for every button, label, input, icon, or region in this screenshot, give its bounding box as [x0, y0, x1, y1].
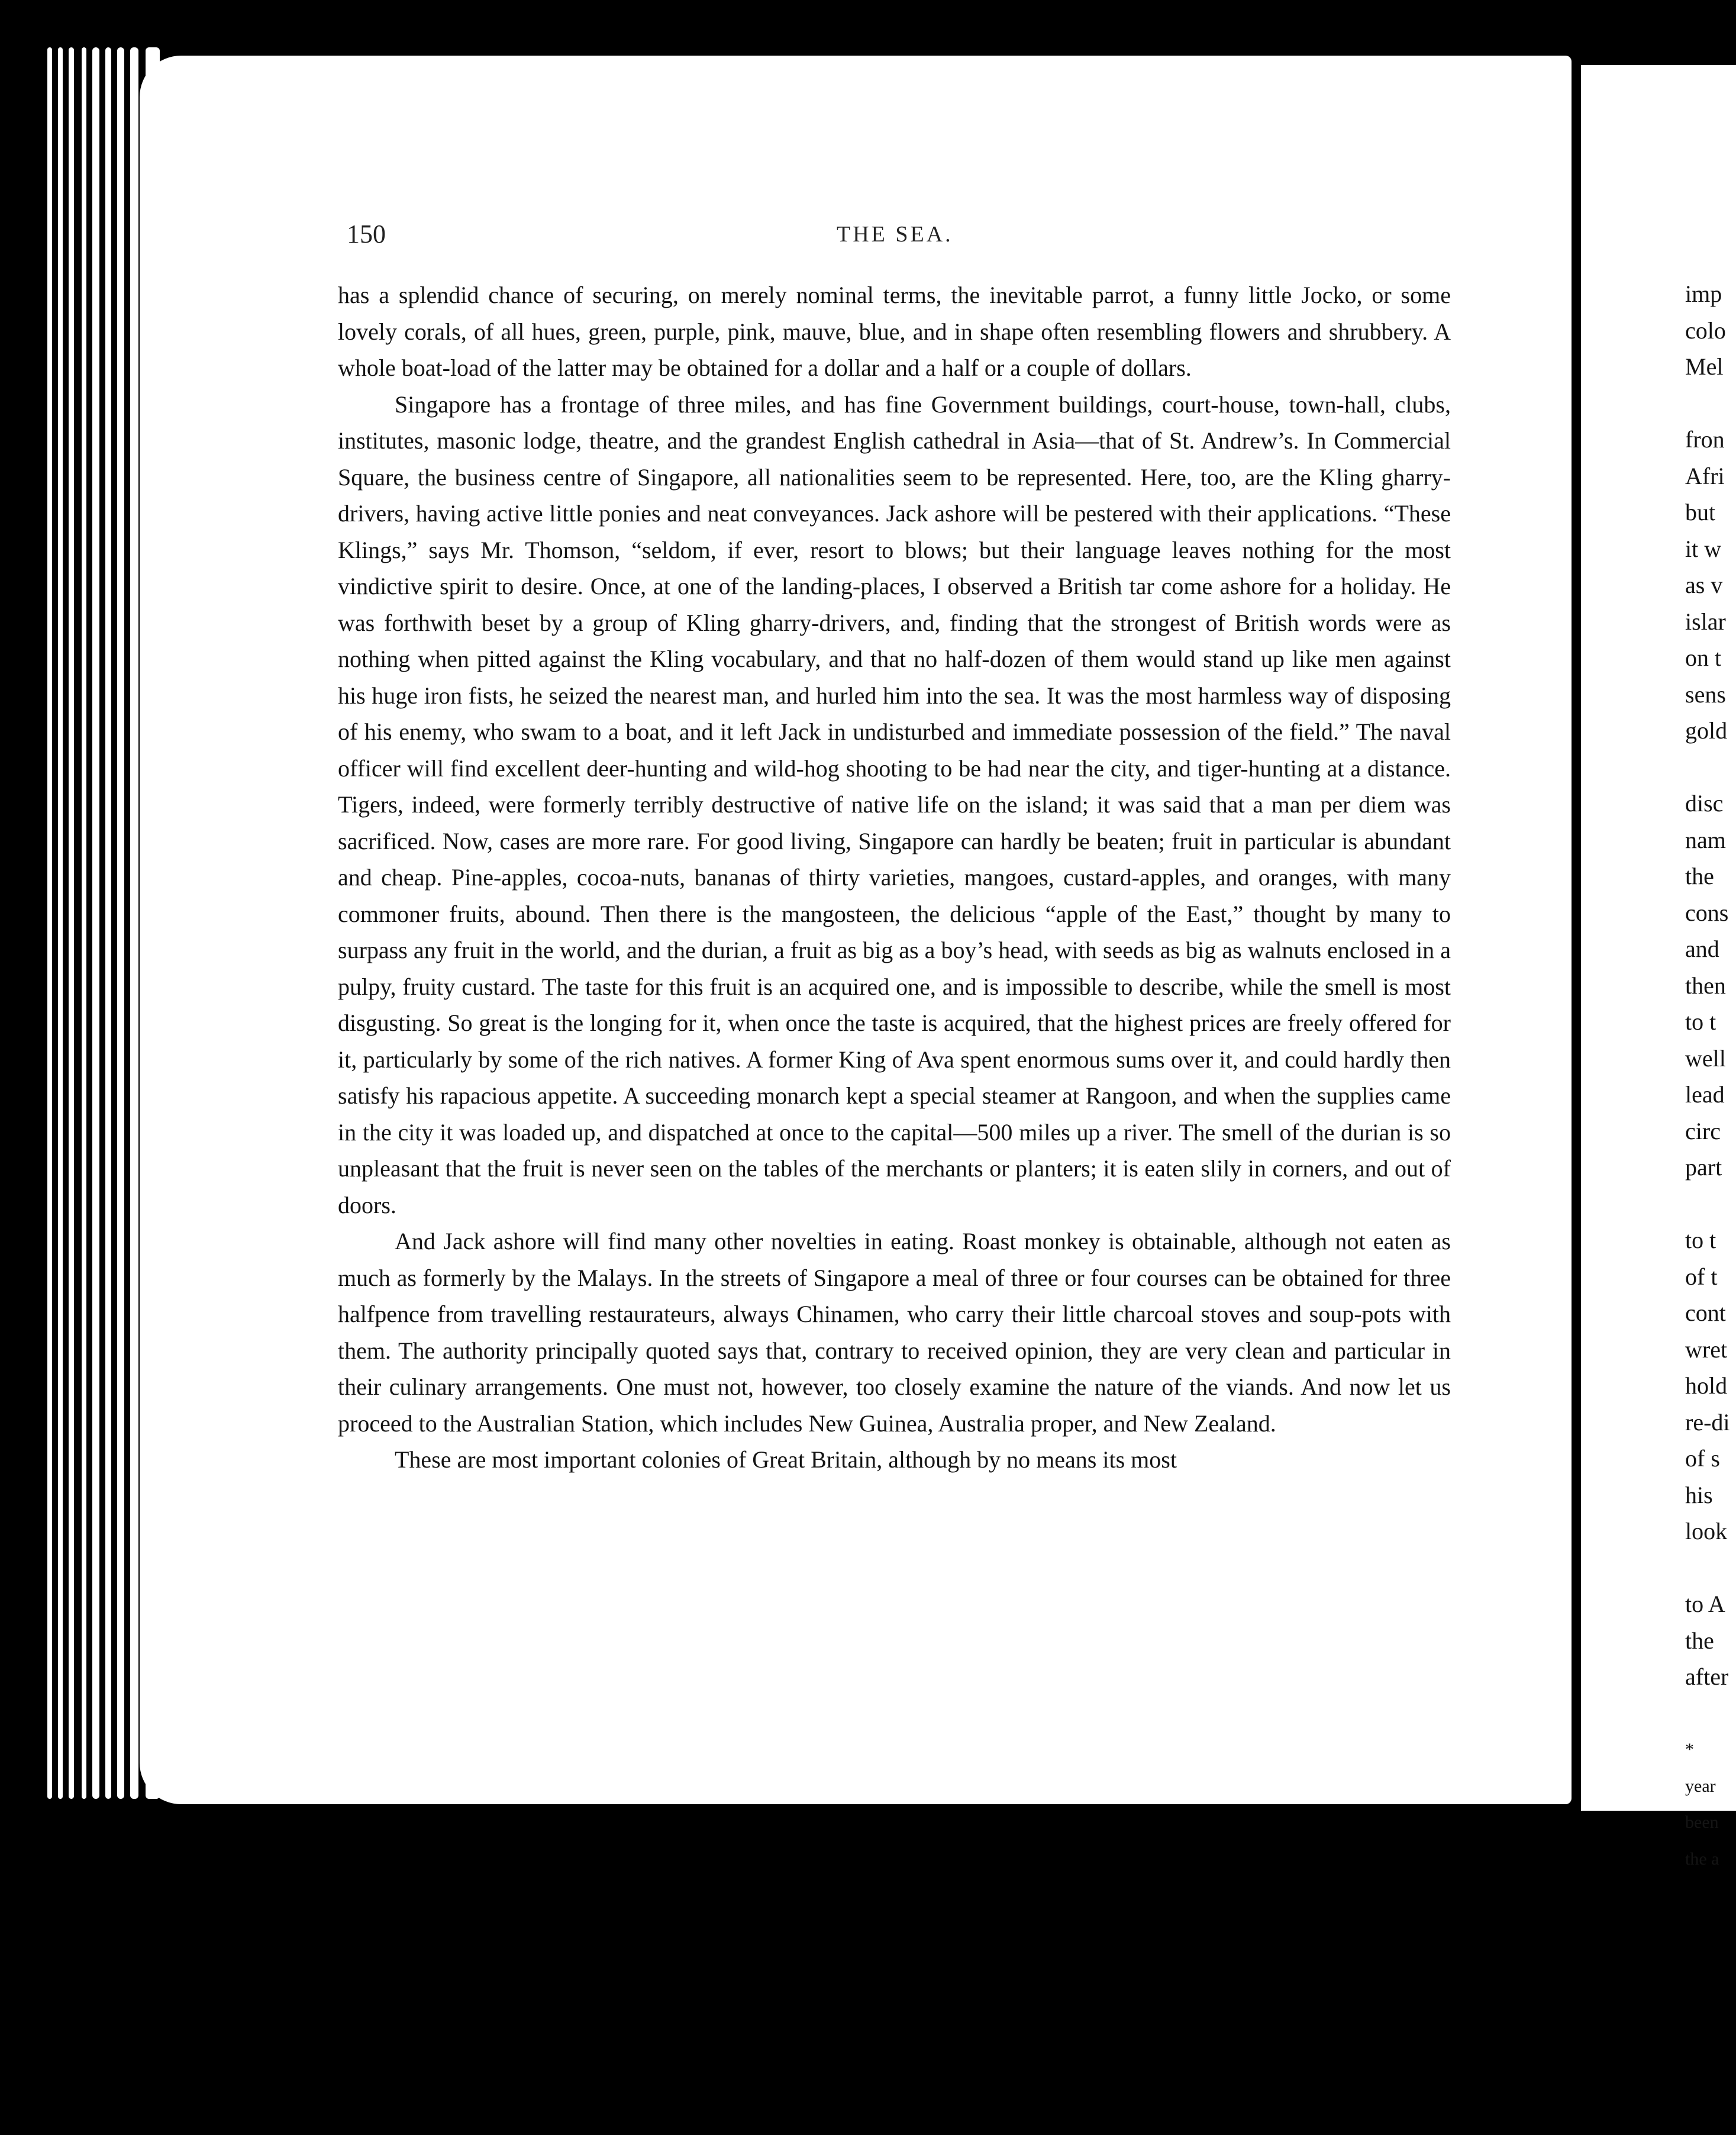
body-text [338, 277, 1451, 1839]
right-page-fragment: hold [1685, 1372, 1728, 1399]
right-page-fragment: the a [1685, 1849, 1719, 1869]
right-page-fragment: cont [1685, 1299, 1726, 1326]
right-page-fragment: gold [1685, 717, 1728, 744]
right-page-fragment: after [1685, 1663, 1729, 1690]
right-page-fragment: but [1685, 499, 1716, 525]
page-edge [117, 47, 124, 1799]
right-page-fragment: the [1685, 1627, 1714, 1654]
right-page-fragment [1685, 1695, 1736, 1732]
right-page-fragment: disc [1685, 790, 1724, 817]
page-edge [92, 47, 99, 1799]
page-edge [105, 47, 111, 1799]
right-page-fragment: the [1685, 863, 1714, 889]
right-page-fragment: * [1685, 1740, 1694, 1759]
right-page-fragment: Mel [1685, 353, 1724, 380]
page-edge [58, 47, 63, 1799]
right-page-fragment: to t [1685, 1227, 1716, 1253]
right-page-fragment: fron [1685, 426, 1725, 453]
right-page-fragment: to A [1685, 1591, 1725, 1617]
right-page-fragment: on t [1685, 644, 1722, 671]
right-page-fragment: wret [1685, 1336, 1728, 1363]
right-page-fragment: nam [1685, 826, 1726, 853]
page-edge [130, 47, 138, 1799]
right-page-fragment: year [1685, 1776, 1716, 1796]
right-page-fragment: it w [1685, 535, 1722, 562]
right-page-text-fragments [1685, 276, 1736, 1877]
page-edge [82, 47, 86, 1799]
paragraph-singapore: Singapore has a frontage of three miles, and has fine Government buildings, court-house, town-hall, clubs, institutes, masonic lodge, theatre, and the grandest English cathedral in Asia—that of St. Andrew’s. In Commercial Square, the business centre of Singapore, all nationalities seem to be represented. Here, too, are the Kling gharry-drivers, having active little ponies and neat conveyances. Jack ashore will be pestered with their applications. “These Klings,” says Mr. Thomson, “seldom, if ever, resort to blows; but their language leaves nothing for the most vindictive spirit to desire. Once, at one of the landing-places, I observed a British tar come ashore for a holiday. He was forthwith beset by a group of Kling gharry-drivers, and, finding that the strongest of British words were as nothing when pitted against the Kling vocabulary, and that no half-dozen of them would stand up like men against his huge iron fists, he seized the nearest man, and hurled him into the sea. It was the most harmless way of disposing of his enemy, who swam to a boat, and it left Jack in undisturbed and immediate possession of the field.” The naval officer will find excellent deer-hunting and wild-hog shooting to be had near the city, and tiger-hunting at a distance. Tigers, indeed, were formerly terribly destructive of native life on the island; it was said that a man per diem was sacrificed. Now, cases are more rare. For good living, Singapore can hardly be beaten; fruit in particular is abundant and cheap. Pine-apples, cocoa-nuts, bananas of thirty varieties, mangoes, custard-apples, and oranges, with many commoner fruits, abound. Then there is the mangosteen, the delicious “apple of the East,” thought by many to surpass any fruit in the world, and the durian, a fruit as big as a boy’s head, with seeds as big as walnuts enclosed in a pulpy, fruity custard. The taste for this fruit is an acquired one, and is impossible to describe, while the smell is most disgusting. So great is the longing for it, when once the taste is acquired, that the highest prices are freely offered for it, particularly by some of the rich natives. A former King of Ava spent enormous sums over it, and could hardly then satisfy his rapacious appetite. A succeeding monarch kept a special steamer at Rangoon, and when the supplies came in the city it was loaded up, and dispatched at once to the capital—500 miles up a river. The smell of the durian is so unpleasant that the fruit is never seen on the tables of the merchants or planters; it is eaten slily in corners, and out of doors. [338, 391, 1451, 1218]
right-page-fragment: circ [1685, 1117, 1721, 1144]
right-page-fragment: islar [1685, 608, 1726, 635]
right-page-fragment: look [1685, 1518, 1728, 1544]
right-page-fragment: to t [1685, 1008, 1716, 1035]
paragraph-colonies: These are most important colonies of Great Britain, although by no means its most [395, 1446, 1177, 1473]
paragraph-novelties: And Jack ashore will find many other novelties in eating. Roast monkey is obtainable, although not eaten as much as formerly by the Malays. In the streets of Singapore a meal of three or four courses can be obtained for three halfpence from travelling restaurateurs, always Chinamen, who carry their little charcoal stoves and soup-pots with them. The authority principally quoted says that, contrary to received opinion, they are very clean and particular in their culinary arrangements. One must not, however, too closely examine the nature of the viands. And now let us proceed to the Australian Station, which includes New Guinea, Australia proper, and New Zealand. [338, 1228, 1451, 1437]
right-page-fragment: lead [1685, 1081, 1725, 1108]
right-page-fragment: Afri [1685, 462, 1725, 489]
right-page-fragment: part [1685, 1154, 1722, 1181]
right-page-fragment: colo [1685, 317, 1726, 344]
right-page-fragment: well [1685, 1044, 1726, 1072]
right-page-fragment: then [1685, 972, 1726, 999]
paragraph-continuation: has a splendid chance of securing, on merely nominal terms, the inevitable parrot, a funny little Jocko, or some lovely corals, of all hues, green, purple, pink, mauve, blue, and in shape often resembling flowers and shrubbery. A whole boat-load of the latter may be obtained for a dollar and a half or a couple of dollars. [338, 282, 1451, 381]
right-page-fragment: been [1685, 1813, 1719, 1832]
right-page-fragment: sens [1685, 681, 1726, 708]
right-page-fragment: imp [1685, 280, 1722, 307]
running-title: THE SEA. [837, 222, 953, 247]
right-page-fragment: his [1685, 1481, 1713, 1508]
page-edge [47, 47, 52, 1799]
right-page-fragment: cons [1685, 899, 1729, 926]
right-page-fragment: of s [1685, 1445, 1720, 1472]
page-number: 150 [347, 220, 386, 249]
right-page-fragment: as v [1685, 572, 1723, 598]
right-page-fragment: and [1685, 936, 1719, 962]
right-page-fragment [1685, 749, 1736, 786]
right-page-fragment [1685, 1186, 1736, 1223]
right-page-fragment: of t [1685, 1263, 1718, 1290]
right-page-fragment [1685, 385, 1736, 422]
right-page-fragment: re-di [1685, 1408, 1730, 1436]
right-page-fragment [1685, 1550, 1736, 1586]
page-edge [69, 47, 74, 1799]
